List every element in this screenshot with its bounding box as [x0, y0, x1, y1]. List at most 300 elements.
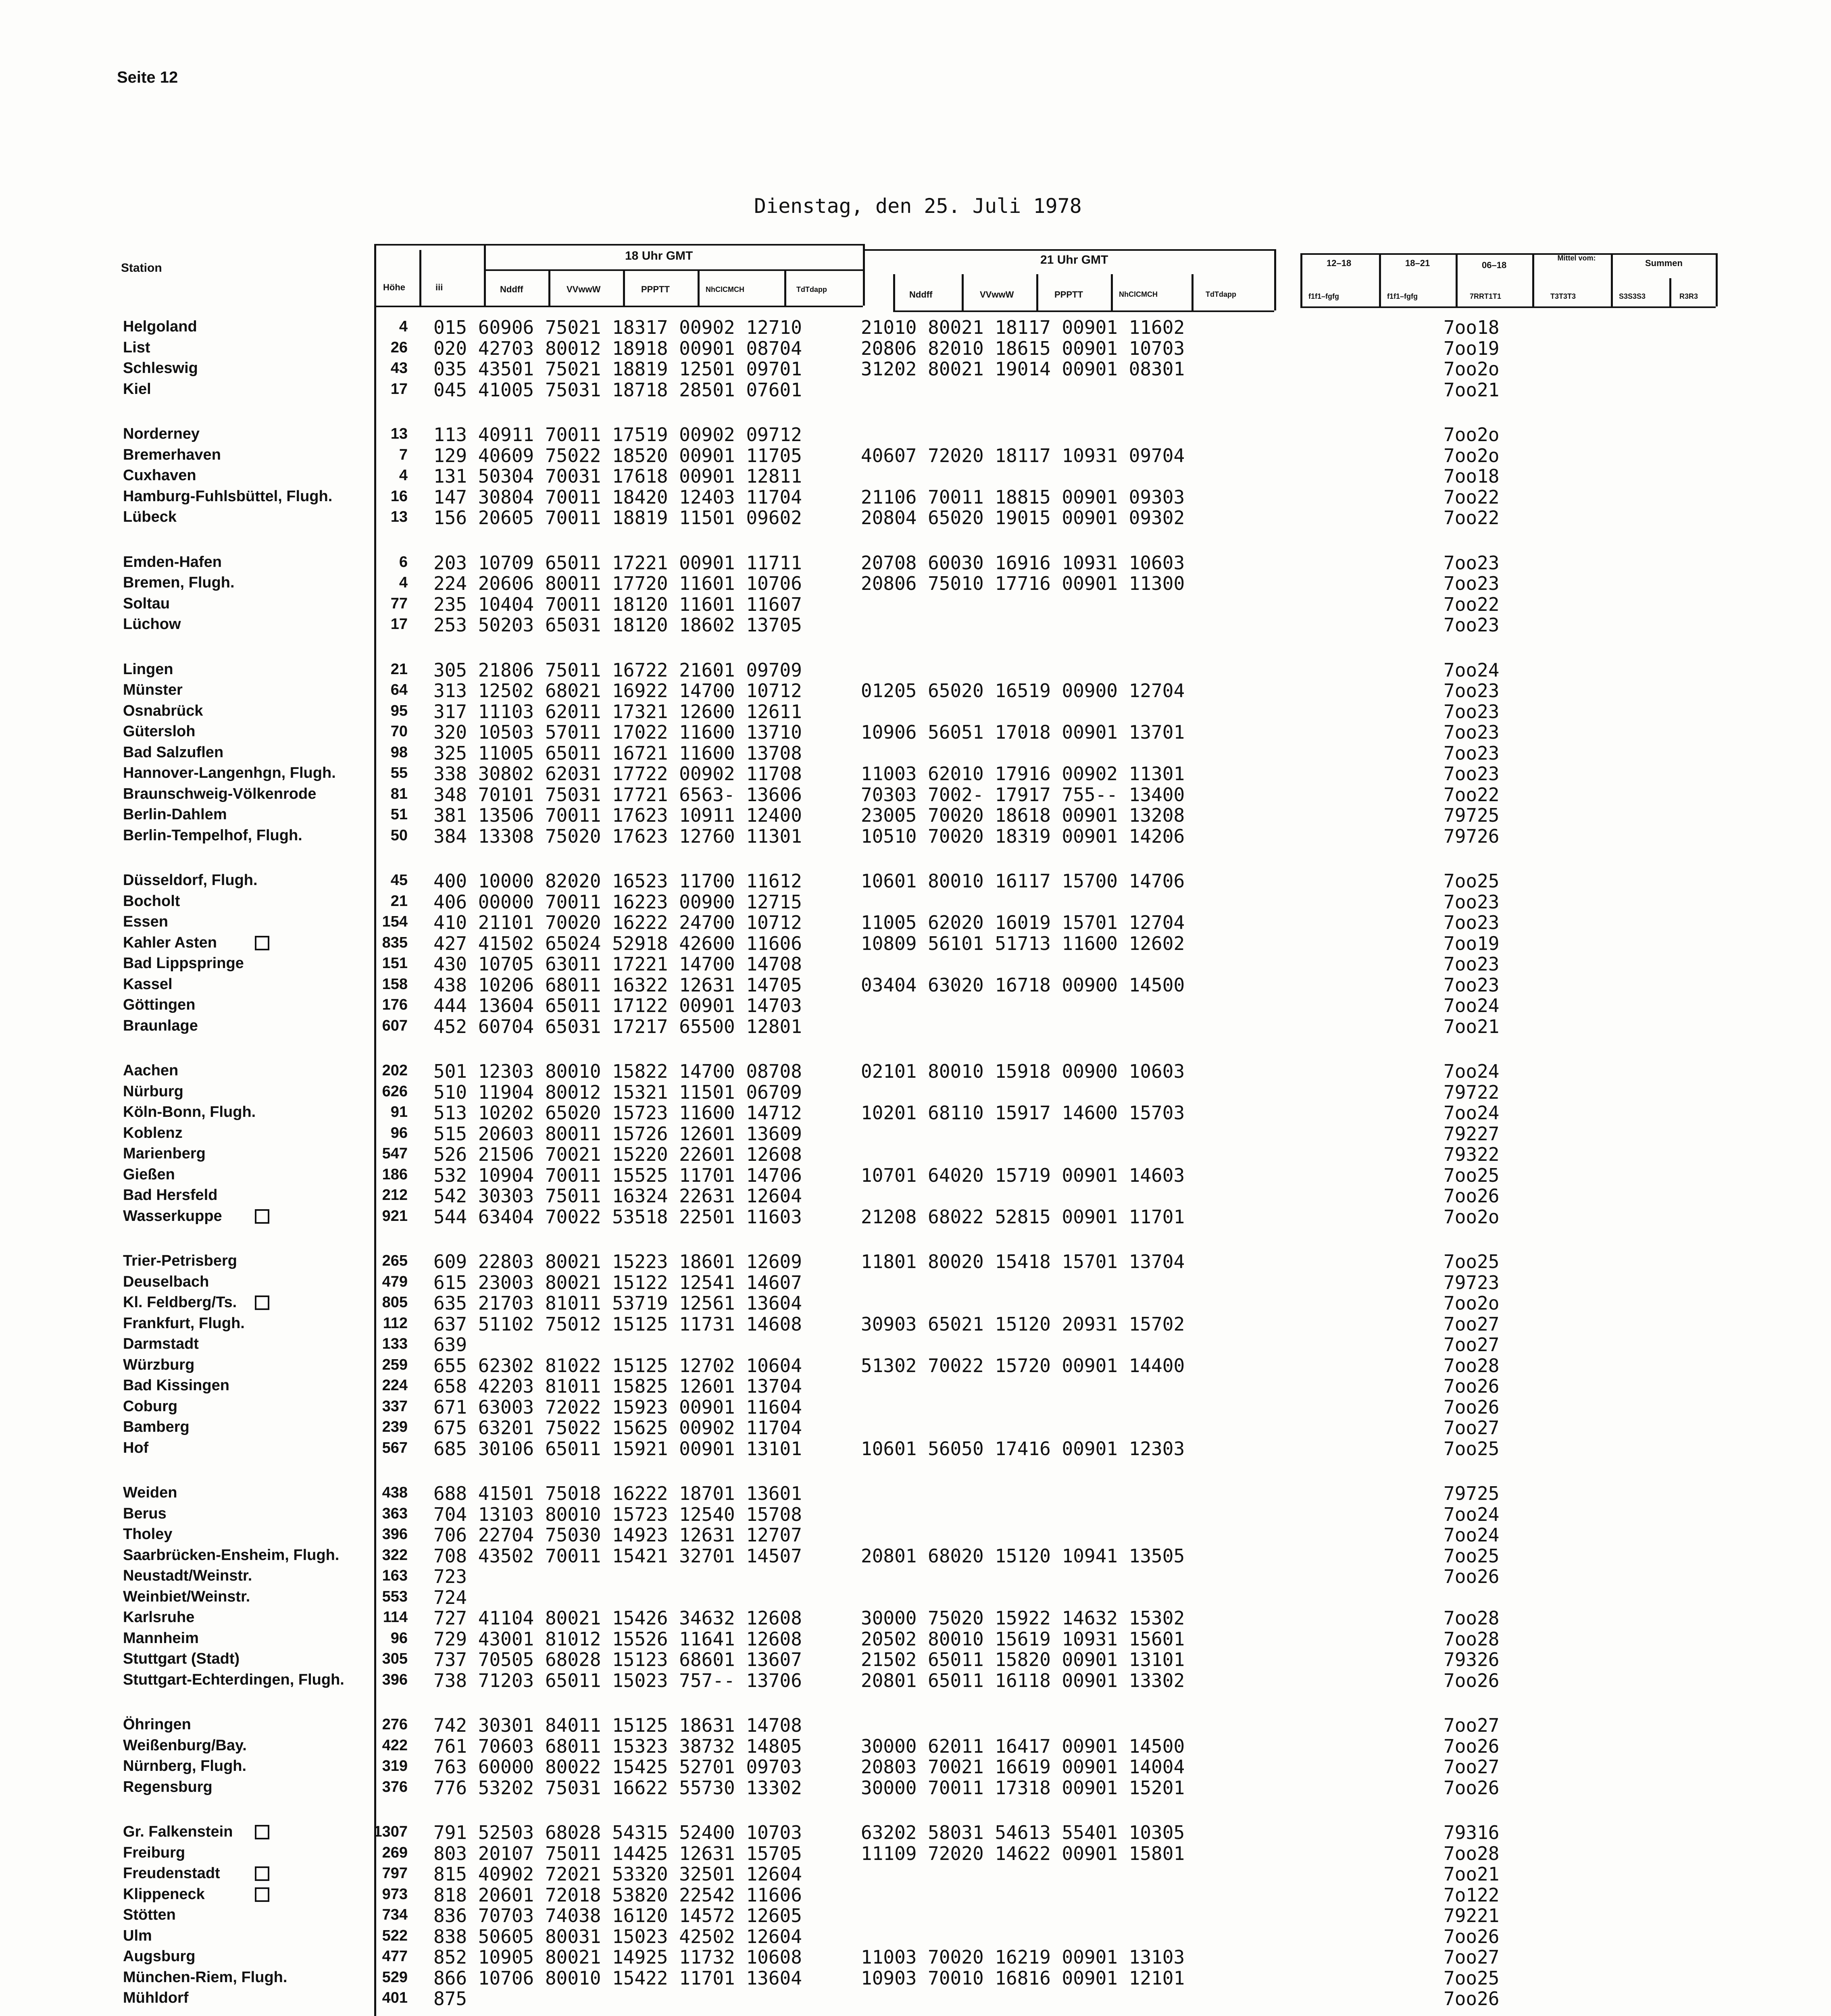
col-rule-c	[698, 269, 700, 306]
table-row	[0, 804, 1831, 825]
obs-06-18: 7oo25	[1444, 1545, 1500, 1567]
table-row	[0, 1292, 1831, 1312]
station-height: 55	[390, 764, 408, 781]
header-21-pppt: PPPTT	[1054, 289, 1083, 300]
station-name: Klippeneck	[123, 1885, 205, 1903]
station-name: List	[123, 339, 150, 356]
table-row	[0, 1843, 1831, 1863]
station-height: 376	[382, 1778, 408, 1795]
station-height: 112	[383, 1314, 408, 1332]
obs-06-18: 7oo26	[1444, 1669, 1500, 1691]
station-name: Neustadt/Weinstr.	[123, 1567, 252, 1584]
station-name: Tholey	[123, 1526, 173, 1543]
table-row	[0, 1670, 1831, 1690]
station-height: 567	[382, 1439, 408, 1456]
station-height: 70	[390, 723, 408, 740]
table-row	[0, 486, 1831, 506]
table-row	[0, 1822, 1831, 1842]
table-row	[0, 1185, 1831, 1205]
obs-18-uhr: 384 13308 75020 17623 12760 11301	[433, 825, 802, 847]
table-row	[0, 1123, 1831, 1143]
empty-square-icon	[255, 1866, 269, 1881]
table-row	[0, 1206, 1831, 1226]
station-name: Gießen	[123, 1166, 175, 1183]
table-row	[0, 659, 1831, 679]
header-top-rule	[375, 244, 863, 246]
col-rule-21-end	[1274, 249, 1276, 310]
col-rule-b	[623, 269, 625, 306]
obs-18-uhr: 305 21806 75011 16722 21601 09709	[433, 659, 802, 681]
header-sub-r3: R3R3	[1679, 292, 1698, 300]
station-name: Freiburg	[123, 1844, 185, 1861]
obs-21-uhr: 11005 62020 16019 15701 12704	[861, 912, 1185, 933]
station-name: Mühldorf	[123, 1989, 189, 2006]
table-row	[0, 1396, 1831, 1416]
station-height: 45	[390, 872, 408, 889]
header-sub-summen: S3S3S3	[1619, 292, 1646, 300]
obs-21-uhr: 11003 70020 16219 00901 13103	[861, 1946, 1185, 1968]
obs-18-uhr: 430 10705 63011 17221 14700 14708	[433, 953, 802, 975]
header-sub-12-18: f1f1–fgfg	[1308, 292, 1339, 300]
table-row	[0, 825, 1831, 846]
table-row	[0, 721, 1831, 741]
station-height: 17	[390, 616, 408, 633]
obs-18-uhr: 035 43501 75021 18819 12501 09701	[433, 358, 802, 380]
table-row	[0, 933, 1831, 953]
station-name: Würzburg	[123, 1356, 195, 1373]
table-row	[0, 1649, 1831, 1669]
table-row	[0, 1607, 1831, 1627]
station-name: Berus	[123, 1505, 167, 1522]
obs-06-18: 7oo23	[1444, 614, 1500, 636]
obs-18-uhr: 348 70101 75031 17721 6563- 13606	[433, 783, 802, 806]
station-name: Hamburg-Fuhlsbüttel, Flugh.	[123, 487, 333, 505]
obs-18-uhr: 156 20605 70011 18819 11501 09602	[433, 507, 802, 529]
station-height: 13	[390, 508, 408, 525]
station-height: 973	[382, 1885, 408, 1903]
table-row	[0, 465, 1831, 485]
station-name: Bad Kissingen	[123, 1377, 229, 1394]
obs-06-18: 7oo23	[1444, 573, 1500, 594]
station-name: Frankfurt, Flugh.	[123, 1314, 245, 1332]
table-row	[0, 1504, 1831, 1524]
station-name: Emden-Hafen	[123, 553, 222, 571]
obs-18-uhr: 015 60906 75021 18317 00902 12710	[433, 317, 802, 338]
obs-06-18: 7oo25	[1444, 1967, 1500, 1989]
col-rule-e	[962, 274, 964, 310]
obs-06-18: 7oo23	[1444, 912, 1500, 933]
obs-18-uhr: 532 10904 70011 15525 11701 14706	[433, 1164, 802, 1186]
obs-06-18: 7oo25	[1444, 1251, 1500, 1272]
station-name: Göttingen	[123, 996, 196, 1013]
obs-06-18: 79227	[1444, 1123, 1500, 1145]
obs-06-18: 7oo27	[1444, 1334, 1500, 1356]
obs-06-18: 7oo24	[1444, 995, 1500, 1016]
station-name: Norderney	[123, 425, 200, 442]
station-height: 212	[382, 1187, 408, 1204]
col-rule-summen	[1611, 253, 1613, 306]
station-name: Hof	[123, 1439, 149, 1456]
obs-18-uhr: 761 70603 68011 15323 38732 14805	[433, 1735, 802, 1757]
table-row	[0, 742, 1831, 762]
obs-06-18: 7oo18	[1444, 317, 1500, 338]
table-row	[0, 1251, 1831, 1271]
station-name: Münster	[123, 681, 183, 698]
station-height: 547	[382, 1145, 408, 1162]
obs-21-uhr: 21502 65011 15820 00901 13101	[861, 1649, 1185, 1670]
obs-18-uhr: 866 10706 80010 15422 11701 13604	[433, 1967, 802, 1989]
obs-06-18: 79726	[1444, 825, 1500, 847]
station-name: Wasserkuppe	[123, 1207, 222, 1225]
obs-21-uhr: 01205 65020 16519 00900 12704	[861, 680, 1185, 702]
obs-18-uhr: 444 13604 65011 17122 00901 14703	[433, 995, 802, 1016]
col-rule-f	[1036, 274, 1038, 310]
obs-06-18: 7o122	[1444, 1884, 1500, 1906]
obs-18-uhr: 815 40902 72021 53320 32501 12604	[433, 1863, 802, 1885]
obs-21-uhr: 21106 70011 18815 00901 09303	[861, 486, 1185, 508]
header-station: Station	[121, 261, 162, 275]
obs-21-uhr: 10601 80010 16117 15700 14706	[861, 870, 1185, 892]
station-height: 422	[382, 1737, 408, 1754]
header-bottom-rule	[375, 306, 863, 307]
obs-18-uhr: 131 50304 70031 17618 00901 12811	[433, 465, 802, 487]
station-height: 921	[382, 1207, 408, 1225]
obs-21-uhr: 30000 75020 15922 14632 15302	[861, 1607, 1185, 1629]
empty-square-icon	[255, 1887, 269, 1902]
obs-06-18: 7oo24	[1444, 659, 1500, 681]
obs-21-uhr: 30000 70011 17318 00901 15201	[861, 1776, 1185, 1799]
station-height: 1307	[373, 1823, 408, 1840]
station-height: 835	[382, 934, 408, 951]
station-height: 626	[382, 1083, 408, 1100]
obs-21-uhr: 21010 80021 18117 00901 11602	[861, 317, 1185, 338]
obs-18-uhr: 203 10709 65011 17221 00901 11711	[433, 552, 802, 574]
obs-18-uhr: 381 13506 70011 17623 10911 12400	[433, 804, 802, 826]
station-name: Marienberg	[123, 1145, 206, 1162]
empty-square-icon	[255, 1209, 269, 1224]
station-height: 239	[382, 1418, 408, 1435]
obs-21-uhr: 23005 70020 18618 00901 13208	[861, 804, 1185, 826]
obs-18-uhr: 637 51102 75012 15125 11731 14608	[433, 1313, 802, 1335]
obs-18-uhr: 635 21703 81011 53719 12561 13604	[433, 1292, 802, 1314]
table-row	[0, 1081, 1831, 1102]
station-name: Kahler Asten	[123, 934, 217, 951]
station-name: Braunlage	[123, 1017, 198, 1034]
obs-06-18: 7oo27	[1444, 1313, 1500, 1335]
obs-06-18: 7oo18	[1444, 465, 1500, 487]
station-name: Osnabrück	[123, 702, 203, 719]
station-height: 265	[382, 1252, 408, 1269]
station-height: 98	[390, 744, 408, 761]
obs-06-18: 7oo23	[1444, 680, 1500, 702]
obs-06-18: 7oo25	[1444, 1164, 1500, 1186]
station-name: Soltau	[123, 595, 170, 612]
table-row	[0, 1102, 1831, 1122]
station-name: Aachen	[123, 1062, 179, 1079]
station-height: 13	[390, 425, 408, 442]
obs-06-18: 7oo26	[1444, 1375, 1500, 1397]
obs-21-uhr: 10601 56050 17416 00901 12303	[861, 1437, 1185, 1460]
station-height: 797	[382, 1865, 408, 1882]
obs-06-18: 7oo22	[1444, 486, 1500, 508]
obs-18-uhr: 818 20601 72018 53820 22542 11606	[433, 1884, 802, 1906]
obs-06-18: 7oo28	[1444, 1628, 1500, 1650]
table-row	[0, 1587, 1831, 1607]
station-height: 16	[390, 487, 408, 505]
table-row	[0, 680, 1831, 700]
table-row	[0, 1060, 1831, 1081]
station-name: Darmstadt	[123, 1335, 199, 1352]
col-rule-g	[1111, 274, 1113, 310]
station-name: Kl. Feldberg/Ts.	[123, 1294, 237, 1311]
page-number: Seite 12	[117, 69, 178, 86]
obs-18-uhr: 776 53202 75031 16622 55730 13302	[433, 1776, 802, 1799]
obs-06-18: 7oo21	[1444, 1863, 1500, 1885]
station-name: Kiel	[123, 380, 151, 398]
obs-06-18: 7oo24	[1444, 1503, 1500, 1525]
table-row	[0, 1926, 1831, 1946]
station-height: 21	[390, 892, 408, 910]
station-height: 438	[382, 1484, 408, 1501]
header-06-18: 06–18	[1482, 260, 1507, 270]
col-rule-12-18	[1300, 253, 1302, 306]
col-rule-h	[1192, 274, 1194, 310]
obs-06-18: 7oo24	[1444, 1102, 1500, 1124]
obs-06-18: 79725	[1444, 804, 1500, 826]
obs-18-uhr: 129 40609 75022 18520 00901 11705	[433, 444, 802, 467]
station-height: 522	[382, 1927, 408, 1944]
obs-18-uhr: 020 42703 80012 18918 00901 08704	[433, 337, 802, 359]
station-height: 96	[390, 1124, 408, 1141]
obs-06-18: 79723	[1444, 1271, 1500, 1293]
obs-21-uhr: 10701 64020 15719 00901 14603	[861, 1164, 1185, 1186]
table-row	[0, 1946, 1831, 1966]
col-rule-21-start	[893, 274, 895, 310]
obs-21-uhr: 20801 65011 16118 00901 13302	[861, 1669, 1185, 1691]
obs-18-uhr: 338 30802 62031 17722 00902 11708	[433, 763, 802, 785]
table-row	[0, 1628, 1831, 1648]
header-18-nddff: Nddff	[500, 284, 523, 294]
obs-18-uhr: 724	[433, 1586, 467, 1608]
station-height: 607	[382, 1017, 408, 1034]
obs-06-18: 7oo26	[1444, 1566, 1500, 1587]
table-row	[0, 1967, 1831, 1987]
obs-06-18: 7oo2o	[1444, 444, 1500, 467]
obs-06-18: 7oo28	[1444, 1842, 1500, 1864]
obs-06-18: 7oo19	[1444, 337, 1500, 359]
table-row	[0, 1417, 1831, 1437]
table-row	[0, 614, 1831, 634]
obs-18-uhr: 224 20606 80011 17720 11601 10706	[433, 573, 802, 594]
obs-18-uhr: 688 41501 75018 16222 18701 13601	[433, 1483, 802, 1504]
station-name: Gr. Falkenstein	[123, 1823, 233, 1840]
station-name: München-Riem, Flugh.	[123, 1968, 287, 1986]
obs-06-18: 79322	[1444, 1143, 1500, 1165]
table-row	[0, 358, 1831, 378]
obs-21-uhr: 10201 68110 15917 14600 15703	[861, 1102, 1185, 1124]
table-row	[0, 763, 1831, 783]
table-row	[0, 1735, 1831, 1756]
station-height: 96	[390, 1629, 408, 1647]
station-height: 202	[382, 1062, 408, 1079]
station-name: Nürnberg, Flugh.	[123, 1758, 247, 1774]
station-height: 269	[382, 1844, 408, 1861]
station-name: Öhringen	[123, 1716, 191, 1733]
station-name: Bamberg	[123, 1418, 190, 1435]
station-height: 396	[382, 1671, 408, 1688]
station-height: 133	[382, 1335, 408, 1352]
station-height: 805	[382, 1294, 408, 1311]
obs-06-18: 7oo26	[1444, 1735, 1500, 1757]
obs-06-18: 79725	[1444, 1483, 1500, 1504]
obs-06-18: 7oo19	[1444, 932, 1500, 954]
station-name: Helgoland	[123, 318, 197, 335]
station-name: Kassel	[123, 975, 173, 993]
obs-18-uhr: 708 43502 70011 15421 32701 14507	[433, 1545, 802, 1567]
station-name: Stuttgart-Echterdingen, Flugh.	[123, 1671, 344, 1688]
station-height: 43	[390, 360, 408, 377]
table-row	[0, 1438, 1831, 1458]
table-row	[0, 379, 1831, 399]
station-name: Regensburg	[123, 1778, 212, 1795]
station-height: 322	[382, 1546, 408, 1564]
table-row	[0, 1164, 1831, 1185]
table-row	[0, 424, 1831, 444]
station-name: Weißenburg/Bay.	[123, 1737, 247, 1754]
obs-06-18: 7oo26	[1444, 1396, 1500, 1418]
col-rule-a	[548, 269, 550, 306]
table-row	[0, 1143, 1831, 1164]
header-18-uhr: 18 Uhr GMT	[625, 249, 693, 262]
station-height: 4	[399, 574, 408, 591]
table-row	[0, 1272, 1831, 1292]
station-name: Saarbrücken-Ensheim, Flugh.	[123, 1546, 340, 1564]
table-row	[0, 1545, 1831, 1565]
obs-18-uhr: 791 52503 68028 54315 52400 10703	[433, 1822, 802, 1843]
obs-18-uhr: 675 63201 75022 15625 00902 11704	[433, 1417, 802, 1439]
station-name: Augsburg	[123, 1948, 196, 1965]
obs-18-uhr: 400 10000 82020 16523 11700 11612	[433, 870, 802, 892]
station-name: Essen	[123, 913, 168, 930]
obs-18-uhr: 738 71203 65011 15023 757-- 13706	[433, 1669, 802, 1691]
station-name: Braunschweig-Völkenrode	[123, 785, 317, 802]
obs-21-uhr: 20804 65020 19015 00901 09302	[861, 507, 1185, 529]
obs-18-uhr: 325 11005 65011 16721 11600 13708	[433, 742, 802, 764]
station-name: Ulm	[123, 1927, 152, 1944]
obs-18-uhr: 320 10503 57011 17022 11600 13710	[433, 721, 802, 743]
station-height: 7	[399, 446, 408, 463]
col-rule-18-21	[1379, 253, 1381, 306]
station-name: Bad Hersfeld	[123, 1187, 218, 1204]
header-18-21: 18–21	[1405, 258, 1430, 268]
col-rule-mittel	[1532, 253, 1534, 306]
header-21-uhr: 21 Uhr GMT	[1040, 253, 1108, 267]
table-row	[0, 1756, 1831, 1776]
obs-21-uhr: 10903 70010 16816 00901 12101	[861, 1967, 1185, 1989]
header-21-nddff: Nddff	[909, 289, 933, 300]
header-18-pppt: PPPTT	[641, 284, 670, 294]
obs-21-uhr: 10510 70020 18319 00901 14206	[861, 825, 1185, 847]
table-row	[0, 870, 1831, 890]
station-height: 114	[383, 1609, 408, 1626]
header-top-rule-21	[863, 249, 1274, 251]
table-row	[0, 337, 1831, 358]
obs-18-uhr: 045 41005 75031 18718 28501 07601	[433, 379, 802, 401]
obs-18-uhr: 253 50203 65031 18120 18602 13705	[433, 614, 802, 636]
header-18-nh: NhClCMCH	[706, 285, 744, 294]
obs-18-uhr: 655 62302 81022 15125 12702 10604	[433, 1354, 802, 1377]
header-mittel: Mittel vom:	[1557, 254, 1596, 262]
header-hoehe: Höhe	[383, 282, 405, 292]
obs-21-uhr: 30903 65021 15120 20931 15702	[861, 1313, 1185, 1335]
header-18-vvwww: VVwwW	[567, 284, 601, 294]
obs-06-18: 79722	[1444, 1081, 1500, 1103]
col-rule-s3	[1669, 278, 1671, 306]
obs-21-uhr: 20806 75010 17716 00901 11300	[861, 573, 1185, 594]
obs-06-18: 7oo23	[1444, 721, 1500, 743]
station-height: 734	[382, 1906, 408, 1923]
header-iii: iii	[435, 282, 443, 292]
obs-06-18: 7oo27	[1444, 1756, 1500, 1778]
col-rule-18	[484, 244, 486, 306]
header-sub-18-21: f1f1–fgfg	[1387, 292, 1418, 300]
obs-21-uhr: 10906 56051 17018 00901 13701	[861, 721, 1185, 743]
obs-18-uhr: 737 70505 68028 15123 68601 13607	[433, 1649, 802, 1670]
station-name: Berlin-Tempelhof, Flugh.	[123, 827, 302, 844]
table-row	[0, 552, 1831, 572]
obs-21-uhr: 11003 62010 17916 00902 11301	[861, 763, 1185, 785]
table-row	[0, 1375, 1831, 1395]
station-name: Düsseldorf, Flugh.	[123, 872, 258, 889]
header-12-18: 12–18	[1327, 258, 1352, 268]
station-height: 401	[382, 1989, 408, 2006]
obs-21-uhr: 31202 80021 19014 00901 08301	[861, 358, 1185, 380]
station-height: 64	[390, 681, 408, 698]
header-18-tdtd: TdTdapp	[796, 285, 827, 294]
table-row	[0, 1483, 1831, 1503]
obs-06-18: 7oo2o	[1444, 424, 1500, 446]
obs-18-uhr: 658 42203 81011 15825 12601 13704	[433, 1375, 802, 1397]
station-height: 154	[382, 913, 408, 930]
station-name: Lübeck	[123, 508, 177, 525]
obs-21-uhr: 21208 68022 52815 00901 11701	[861, 1206, 1185, 1228]
obs-21-uhr: 63202 58031 54613 55401 10305	[861, 1822, 1185, 1843]
obs-06-18: 7oo21	[1444, 1015, 1500, 1037]
obs-06-18: 7oo27	[1444, 1714, 1500, 1736]
header-bottom-rule-21	[893, 310, 1274, 312]
obs-18-uhr: 313 12502 68021 16922 14700 10712	[433, 680, 802, 702]
obs-18-uhr: 704 13103 80010 15723 12540 15708	[433, 1503, 802, 1525]
obs-18-uhr: 727 41104 80021 15426 34632 12608	[433, 1607, 802, 1629]
station-height: 163	[382, 1567, 408, 1584]
station-height: 363	[382, 1505, 408, 1522]
table-row	[0, 1355, 1831, 1375]
station-name: Cuxhaven	[123, 467, 196, 484]
station-name: Mannheim	[123, 1629, 199, 1647]
obs-18-uhr: 615 23003 80021 15122 12541 14607	[433, 1271, 802, 1293]
col-rule-d	[784, 269, 786, 306]
obs-18-uhr: 452 60704 65031 17217 65500 12801	[433, 1015, 802, 1037]
obs-06-18: 79326	[1444, 1649, 1500, 1670]
obs-18-uhr: 852 10905 80021 14925 11732 10608	[433, 1946, 802, 1968]
table-row	[0, 891, 1831, 911]
station-height: 95	[390, 702, 408, 719]
obs-06-18: 7oo23	[1444, 742, 1500, 764]
station-height: 91	[390, 1104, 408, 1120]
obs-06-18: 7oo25	[1444, 870, 1500, 892]
obs-18-uhr: 671 63003 72022 15923 00901 11604	[433, 1396, 802, 1418]
table-row	[0, 1714, 1831, 1735]
